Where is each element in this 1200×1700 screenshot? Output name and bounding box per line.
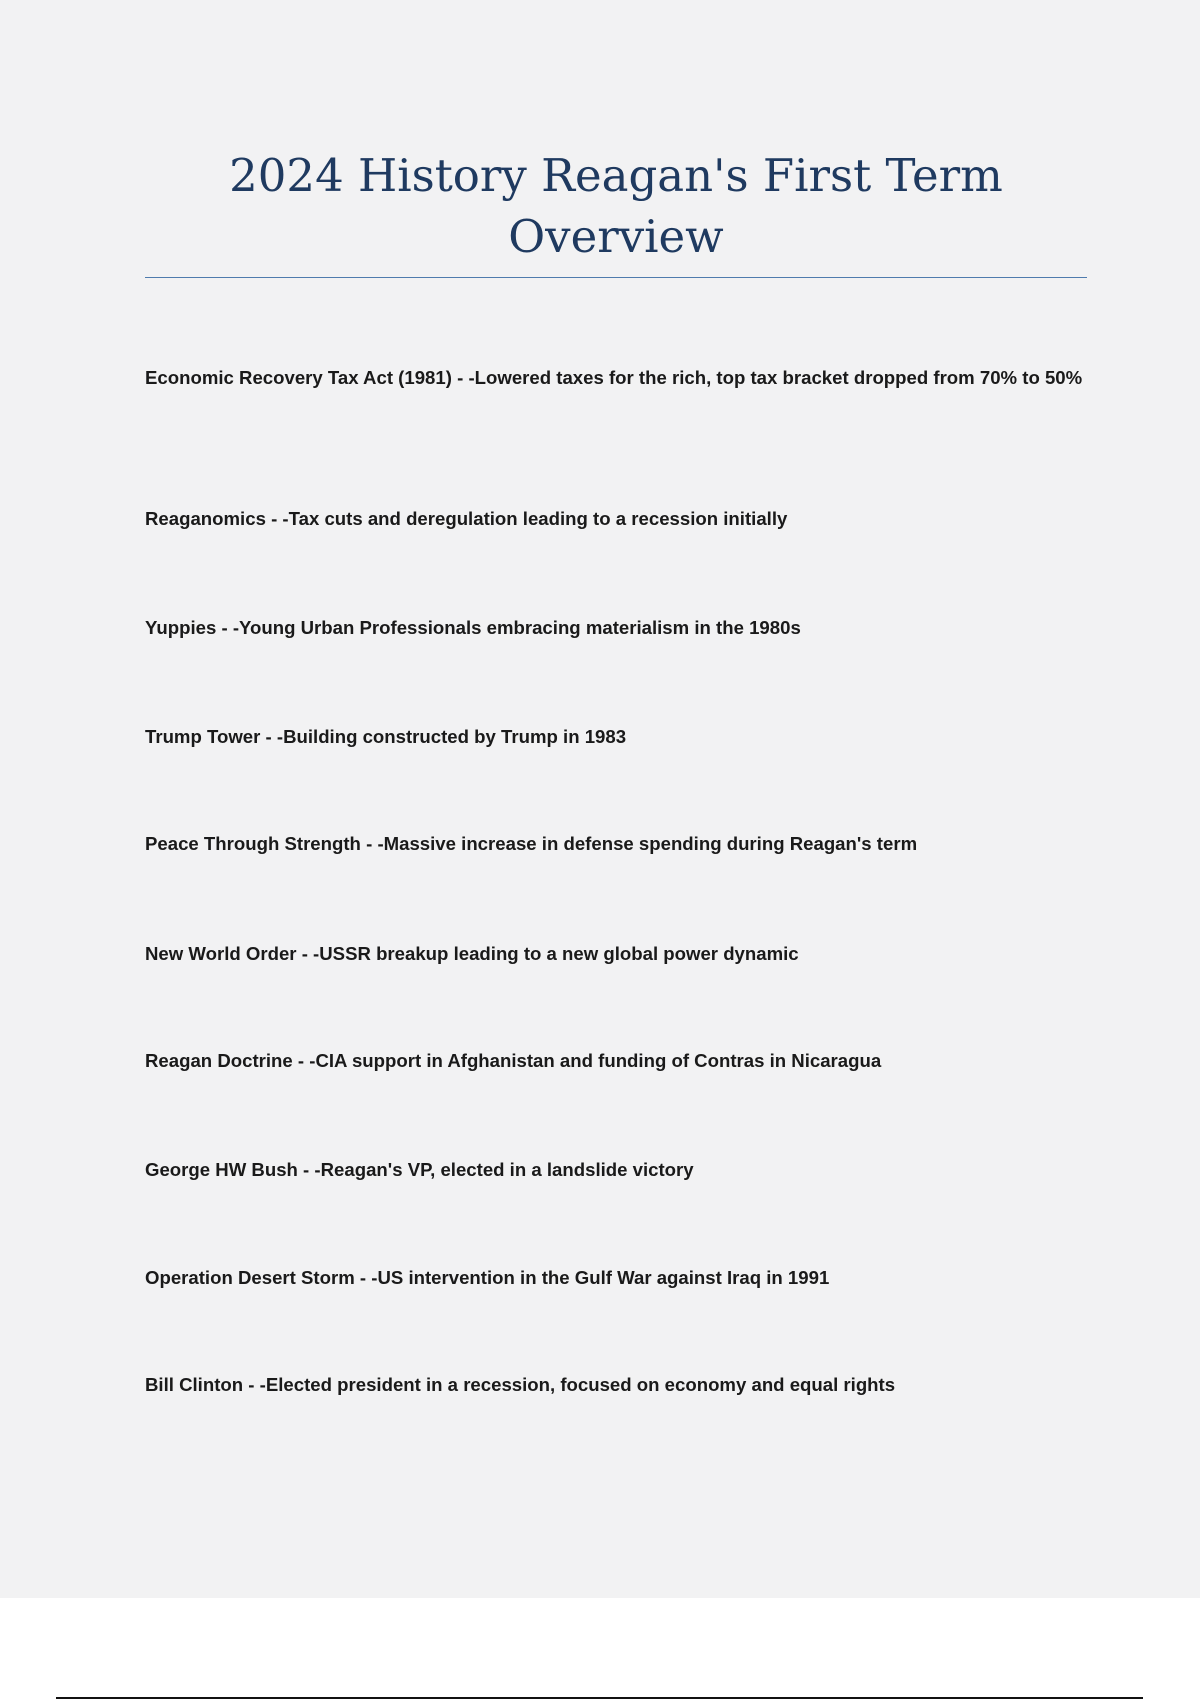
entry-2: Yuppies - -Young Urban Professionals embracing materialism in the 1980s [145, 617, 801, 638]
entry-0: Economic Recovery Tax Act (1981) - -Lowered taxes for the rich, top tax bracket dropped from 70% to 50% [145, 367, 1083, 388]
entry-5: New World Order - -USSR breakup leading to a new global power dynamic [145, 943, 799, 964]
title-divider [145, 277, 1087, 278]
document-title: 2024 History Reagan's First Term Overview [229, 149, 1003, 263]
entry-8: Operation Desert Storm - -US intervention in the Gulf War against Iraq in 1991 [145, 1267, 830, 1288]
entry-4: Peace Through Strength - -Massive increase in defense spending during Reagan's term [145, 833, 918, 854]
footer-divider [56, 1697, 1143, 1699]
entry-9: Bill Clinton - -Elected president in a recession, focused on economy and equal rights [145, 1374, 896, 1395]
entry-1: Reaganomics - -Tax cuts and deregulation leading to a recession initially [145, 508, 788, 529]
entry-7: George HW Bush - -Reagan's VP, elected in a landslide victory [145, 1159, 694, 1180]
entry-3: Trump Tower - -Building constructed by Trump in 1983 [145, 726, 627, 747]
entry-6: Reagan Doctrine - -CIA support in Afghanistan and funding of Contras in Nicaragua [145, 1050, 882, 1071]
